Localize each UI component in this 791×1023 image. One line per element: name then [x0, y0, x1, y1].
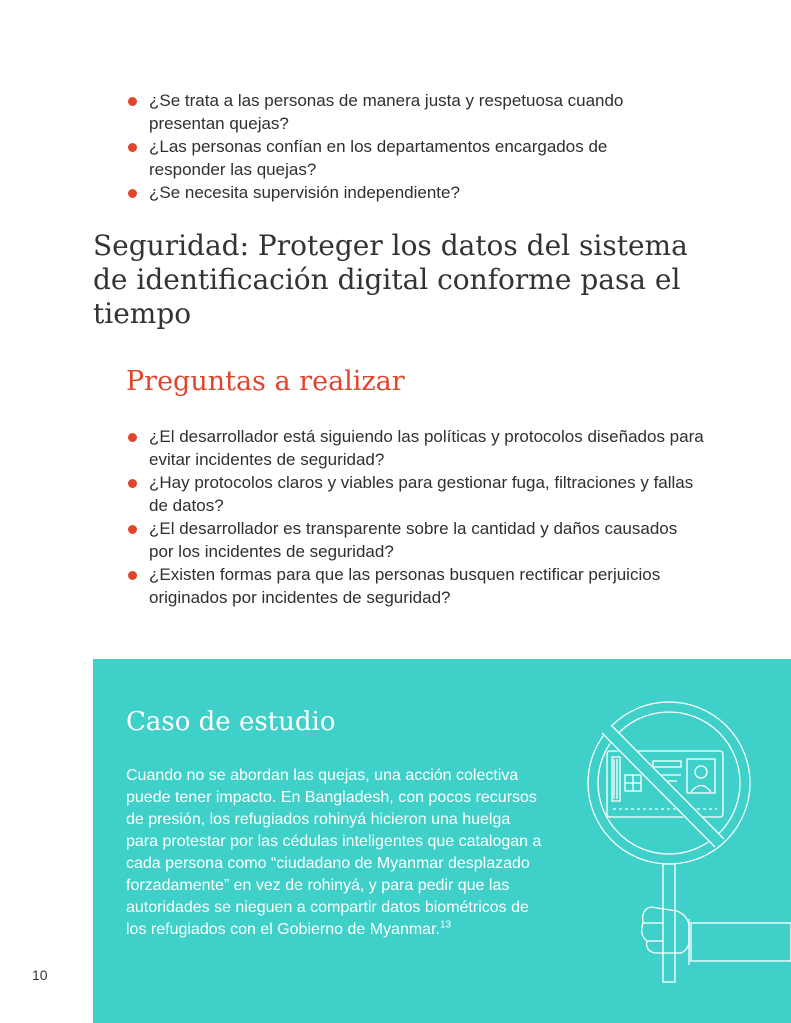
- page-number: 10: [32, 967, 48, 983]
- list-item: [126, 89, 686, 135]
- questions-subheading: Preguntas a realizar: [126, 366, 405, 397]
- list-item: [126, 517, 706, 563]
- no-id-card-icon: [555, 679, 791, 1009]
- bullet-icon: [128, 479, 137, 488]
- section-heading: Seguridad: Proteger los datos del sistema de identificación digital conforme pasa el tiempo: [93, 229, 688, 330]
- security-question-list: [126, 425, 706, 609]
- list-item: [126, 181, 686, 204]
- bullet-icon: [128, 97, 137, 106]
- list-item: [126, 563, 706, 609]
- question-text: ¿Existen formas para que las personas busquen rectificar perjuicios originados por incidentes de seguridad?: [149, 565, 661, 607]
- case-study-text: Cuando no se abordan las quejas, una acción colectiva puede tener impacto. En Bangladesh, con pocos recursos de presión, los refugiados rohinyá hicieron una huelga para protestar por las cédulas inteligentes que catalogan a cada persona como “ciudadano de Myanmar desplazado forzadamente” en vez de rohinyá, y para pedir que las autoridades se nieguen a compartir datos biométricos de los refugiados con el Gobierno de Myanmar.: [126, 767, 542, 938]
- list-item: [126, 425, 706, 471]
- case-study-box: [93, 659, 791, 1023]
- case-study-body: [126, 765, 546, 941]
- bullet-icon: [128, 189, 137, 198]
- question-text: ¿Se trata a las personas de manera justa y respetuosa cuando presentan quejas?: [149, 91, 624, 133]
- question-text: ¿El desarrollador está siguiendo las políticas y protocolos diseñados para evitar incidentes de seguridad?: [149, 427, 704, 469]
- question-text: ¿Las personas confían en los departamentos encargados de responder las quejas?: [149, 137, 608, 179]
- bullet-icon: [128, 525, 137, 534]
- complaints-question-list: [126, 89, 686, 204]
- question-text: ¿Se necesita supervisión independiente?: [149, 183, 460, 202]
- list-item: [126, 135, 686, 181]
- question-text: ¿El desarrollador es transparente sobre la cantidad y daños causados por los incidentes de seguridad?: [149, 519, 678, 561]
- bullet-icon: [128, 571, 137, 580]
- list-item: [126, 471, 706, 517]
- bullet-icon: [128, 433, 137, 442]
- footnote-marker[interactable]: 13: [439, 919, 452, 931]
- question-text: ¿Hay protocolos claros y viables para gestionar fuga, filtraciones y fallas de datos?: [149, 473, 694, 515]
- case-study-title: Caso de estudio: [126, 707, 336, 737]
- bullet-icon: [128, 143, 137, 152]
